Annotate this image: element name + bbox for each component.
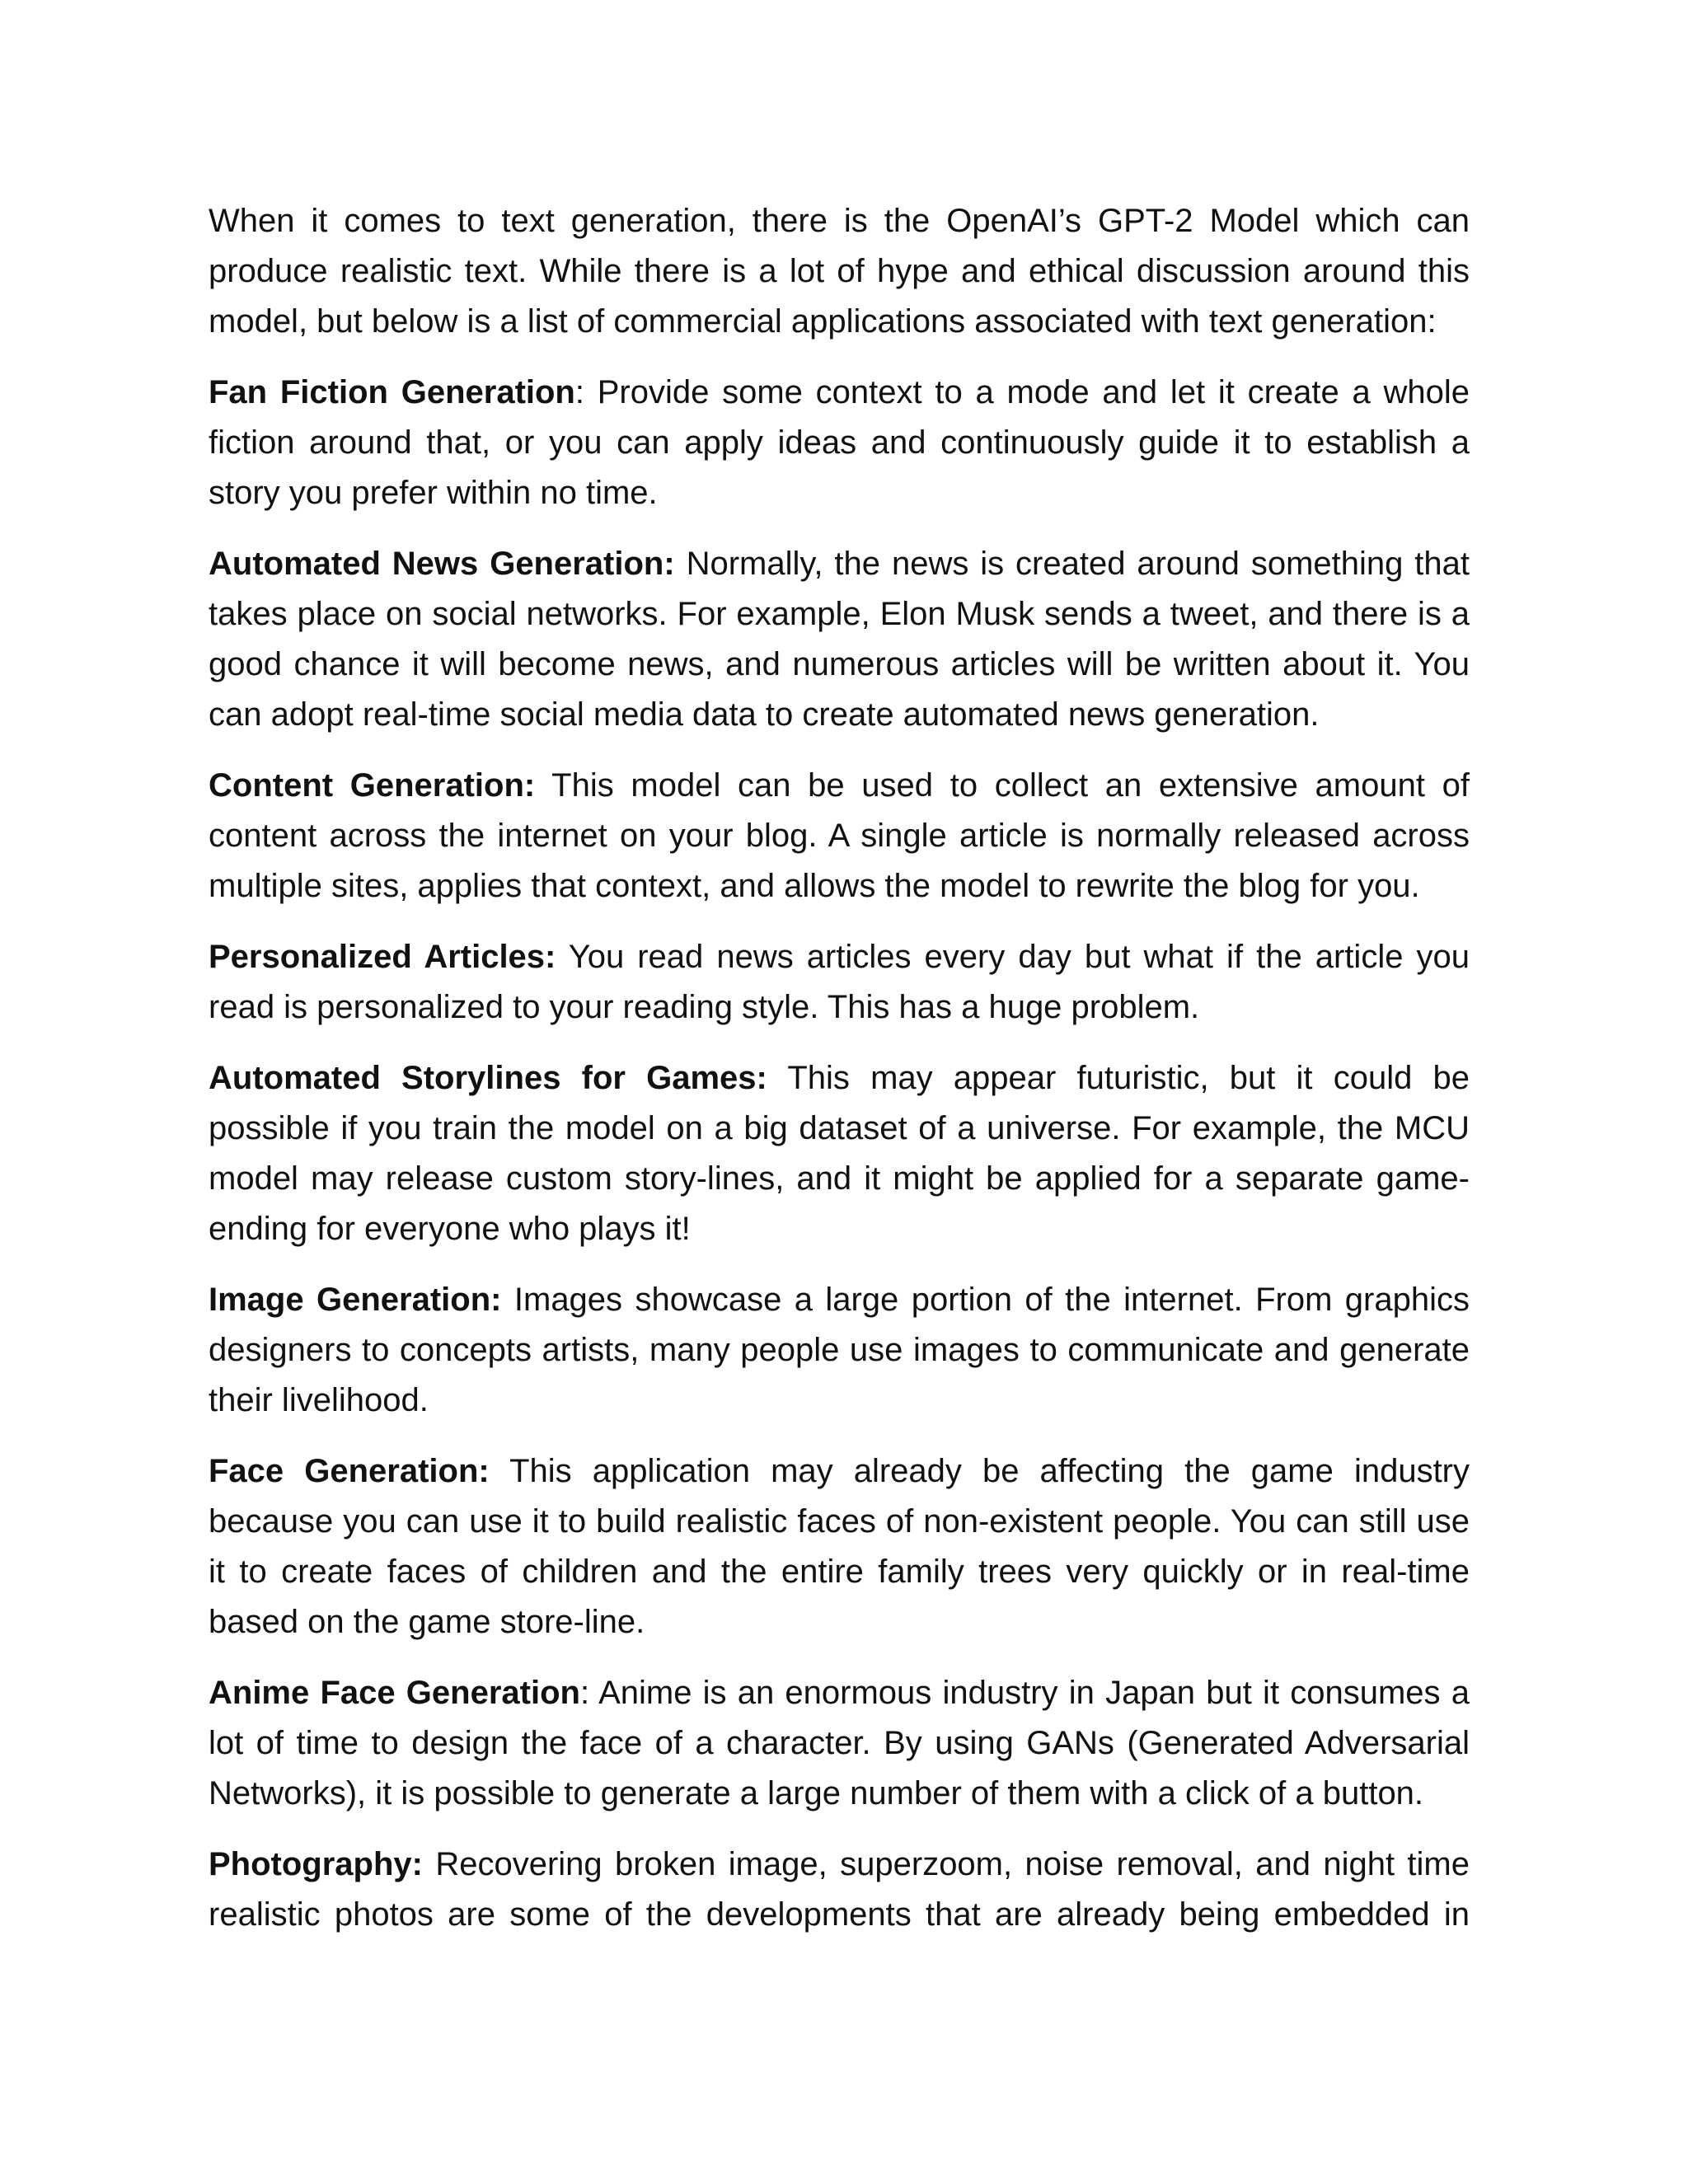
- application-description: This application may already be affecting the game industry because you can use it to build realistic faces of non-existent people. You can still use it to create faces of children and the entire family trees very quickly or in real-time based on the game store-line.: [209, 1453, 1470, 1640]
- application-description: This model can be used to collect an extensive amount of content across the internet on your blog. A single article is normally released across multiple sites, applies that context, and allows the model to rewrite the blog for you.: [209, 767, 1470, 904]
- application-term: Fan Fiction Generation: [209, 374, 575, 410]
- application-description: Recovering broken image, superzoom, noise removal, and night time realistic photos are some of the developments that are already being embedded in: [209, 1846, 1470, 1933]
- application-term: Content Generation:: [209, 767, 536, 804]
- application-paragraph-content-generation: [209, 761, 1470, 912]
- application-term: Anime Face Generation: [209, 1675, 580, 1711]
- application-paragraph-fan-fiction: [209, 368, 1470, 518]
- application-term: Automated News Generation:: [209, 546, 675, 582]
- application-description: : Provide some context to a mode and let it create a whole fiction around that, or you can apply ideas and continuously guide it to establish a story you prefer within no time.: [209, 374, 1470, 511]
- application-paragraph-photography: [209, 1840, 1470, 1940]
- application-term: Image Generation:: [209, 1282, 502, 1318]
- application-description: Images showcase a large portion of the internet. From graphics designers to concepts artists, many people use images to communicate and generate their livelihood.: [209, 1282, 1470, 1418]
- application-term: Personalized Articles:: [209, 939, 556, 975]
- application-description: : Anime is an enormous industry in Japan but it consumes a lot of time to design the face of a character. By using GANs (Generated Adversarial Networks), it is possible to generate a large number of them with a click of a button.: [209, 1675, 1470, 1811]
- application-description: You read news articles every day but what if the article you read is personalized to your reading style. This has a huge problem.: [209, 939, 1470, 1025]
- document-body: [209, 196, 1470, 1961]
- application-paragraph-anime-face-generation: [209, 1668, 1470, 1819]
- application-description: This may appear futuristic, but it could be possible if you train the model on a big dataset of a universe. For example, the MCU model may release custom story-lines, and it might be applied for a separate game-ending for everyone who plays it!: [209, 1060, 1470, 1247]
- application-description: Normally, the news is created around something that takes place on social networks. For example, Elon Musk sends a tweet, and there is a good chance it will become news, and numerous articles will be written about it. You can adopt real-time social media data to create automated news generation.: [209, 546, 1470, 733]
- application-paragraph-game-storylines: [209, 1053, 1470, 1254]
- application-paragraph-automated-news: [209, 539, 1470, 740]
- application-paragraph-personalized-articles: [209, 932, 1470, 1033]
- application-term: Face Generation:: [209, 1453, 490, 1489]
- intro-paragraph: When it comes to text generation, there is the OpenAI’s GPT-2 Model which can produce realistic text. While there is a lot of hype and ethical discussion around this model, but below is a list of commercial applications associated with text generation:: [209, 203, 1470, 340]
- application-paragraph-image-generation: [209, 1275, 1470, 1426]
- application-term: Automated Storylines for Games:: [209, 1060, 767, 1096]
- application-term: Photography:: [209, 1846, 423, 1882]
- application-paragraph-face-generation: [209, 1446, 1470, 1647]
